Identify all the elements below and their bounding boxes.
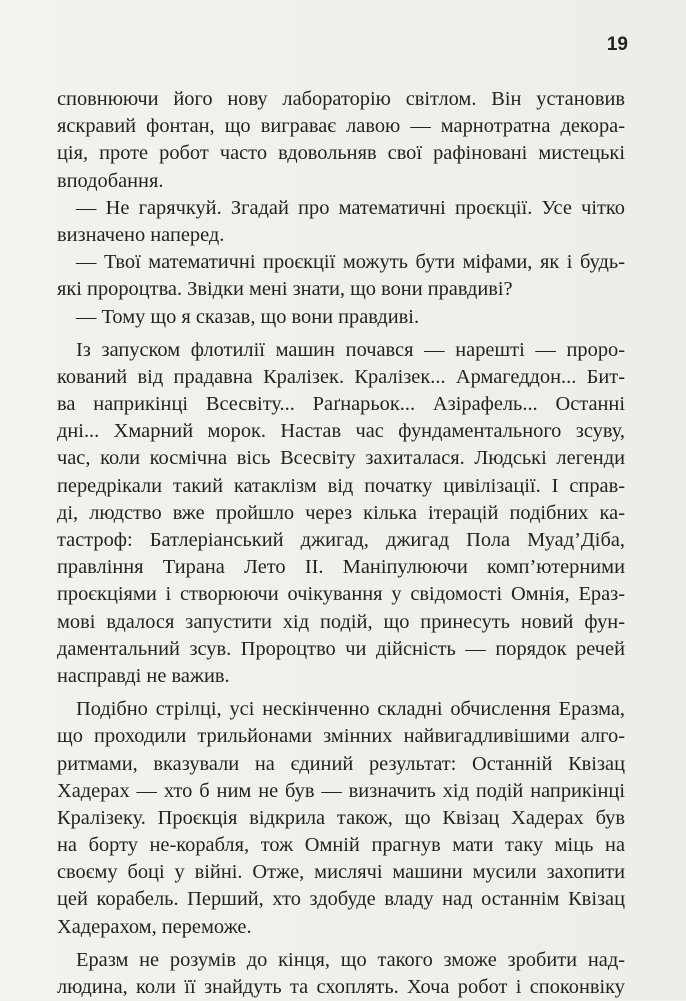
- text-line: Подібно стрілці, усі нескінченно складні обчислення Еразма,: [76, 698, 625, 721]
- paragraph: [57, 696, 625, 941]
- text-line: Хадерахом, переможе.: [57, 915, 252, 938]
- text-line: Із запуском флотилії машин почався — нарешті — проро-: [76, 338, 625, 361]
- page-number: 19: [606, 34, 628, 55]
- dialogue-paragraph: [57, 249, 625, 303]
- paragraph: [57, 947, 625, 1001]
- text-line: ва наприкінці Всесвіту... Раґнарьок... Азірафель... Останні: [57, 393, 625, 416]
- text-line: яскравий фонтан, що виграває лавою — марнотратна декора-: [57, 115, 625, 138]
- dialogue-paragraph: [57, 304, 625, 331]
- text-line: насправді не важив.: [57, 664, 230, 687]
- text-line: ді, людство вже пройшло через кілька ітерацій подібних ка-: [57, 501, 625, 524]
- text-line: передрікали такий катаклізм від початку цивілізації. І справ-: [57, 474, 625, 497]
- text-line: що проходили трильйонами змінних найвигадливішими алго-: [57, 725, 625, 748]
- text-line: своєму боці у війні. Отже, мислячі машини мусили захопити: [57, 861, 625, 884]
- text-line: цей корабель. Перший, хто здобуде владу над останнім Квізац: [57, 888, 625, 911]
- dialogue-paragraph: [57, 195, 625, 249]
- text-line: проєкціями і створюючи очікування у свідомості Омнія, Ераз-: [57, 583, 625, 606]
- text-line: визначено наперед.: [57, 223, 225, 246]
- text-line: Хадерах — хто б ним не був — визначить хід подій наприкінці: [57, 779, 625, 802]
- text-line: тастроф: Батлеріанський джигад, джигад Пола Муад’Діба,: [57, 529, 625, 551]
- body-text: [57, 86, 625, 1001]
- text-line: ритмами, вказували на єдиний результат: Останній Квізац: [57, 752, 625, 775]
- text-line: правління Тирана Лето II. Маніпулюючи комп’ютерними: [57, 556, 625, 579]
- text-line: кований від прадавна Кралізек. Кралізек... Армагеддон... Бит-: [57, 365, 625, 388]
- text-line: вподобання.: [57, 169, 164, 192]
- paragraph: [57, 86, 625, 195]
- text-line: — Тому що я сказав, що вони правдиві.: [76, 305, 420, 328]
- text-line: які пророцтва. Звідки мені знати, що вони правдиві?: [57, 278, 513, 301]
- text-line: — Твої математичні проєкції можуть бути міфами, як і будь-: [76, 251, 625, 274]
- text-line: сповнюючи його нову лабораторію світлом. Він установив: [57, 88, 625, 110]
- text-line: на борту не-корабля, тож Омній прагнув мати таку міць на: [57, 834, 625, 857]
- text-line: час, коли космічна вісь Всесвіту захиталася. Людські легенди: [57, 447, 625, 470]
- text-line: Кралізеку. Проєкція відкрила також, що Квізац Хадерах був: [57, 806, 625, 829]
- text-line: ція, проте робот часто вдовольняв свої рафіновані мистецькі: [57, 142, 625, 165]
- text-line: — Не гарячкуй. Згадай про математичні проєкції. Усе чітко: [76, 196, 625, 219]
- text-line: даментальний зсув. Пророцтво чи дійсність — порядок речей: [57, 637, 625, 660]
- text-line: мові вдалося запустити хід подій, що принесуть новий фун-: [57, 610, 625, 633]
- text-line: Еразм не розумів до кінця, що такого зможе зробити над-: [76, 948, 625, 971]
- paragraph: [57, 337, 625, 690]
- text-line: людина, коли її знайдуть та схоплять. Хоча робот і споконвіку: [57, 976, 625, 998]
- text-line: дні... Хмарний морок. Настав час фундаментального зсуву,: [57, 420, 625, 443]
